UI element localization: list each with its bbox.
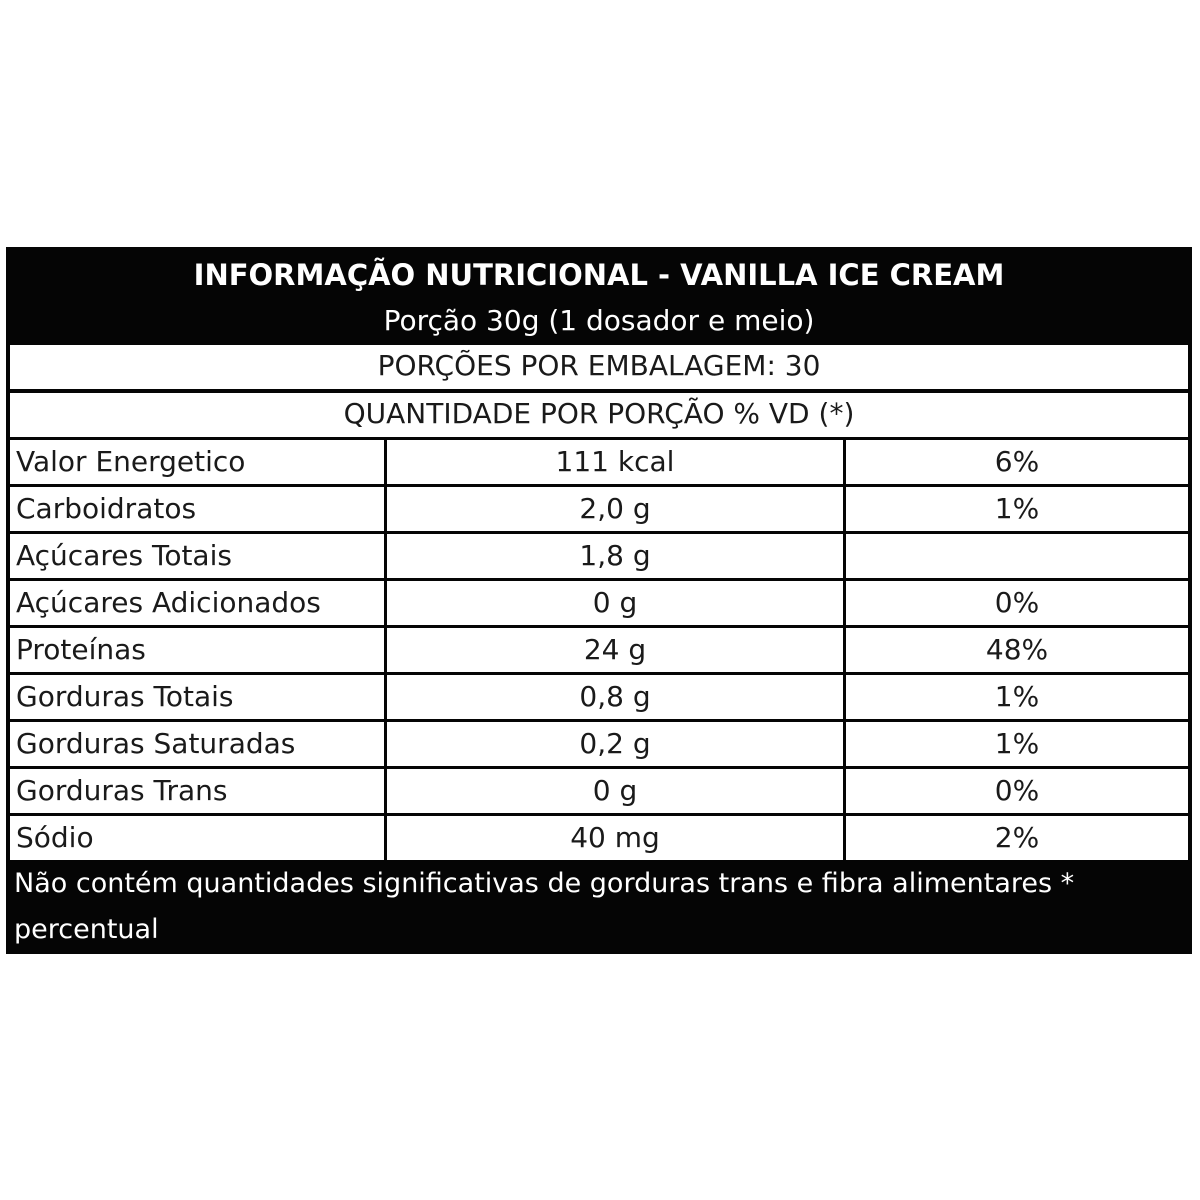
label-header <box>6 247 1192 343</box>
nutrient-daily-value: 6% <box>846 440 1188 484</box>
nutrient-amount: 2,0 g <box>387 487 843 531</box>
footnote-line: Não contém quantidades significativas de gorduras trans e fibra alimentares * percentual <box>14 868 1075 945</box>
nutrient-name: Carboidratos <box>10 487 384 531</box>
nutrient-amount: 0 g <box>387 769 843 813</box>
servings-per-package: PORÇÕES POR EMBALAGEM: 30 <box>10 345 1188 389</box>
nutrient-name: Gorduras Saturadas <box>10 722 384 766</box>
nutrient-daily-value: 2% <box>846 816 1188 860</box>
nutrient-daily-value: 0% <box>846 581 1188 625</box>
footnote <box>6 861 1192 991</box>
table-row <box>10 581 1188 625</box>
nutrient-daily-value <box>846 534 1188 578</box>
table-row <box>10 628 1188 672</box>
table-row <box>10 440 1188 484</box>
nutrient-name: Proteínas <box>10 628 384 672</box>
nutrient-amount: 24 g <box>387 628 843 672</box>
nutrient-daily-value: 1% <box>846 722 1188 766</box>
table-row <box>10 534 1188 578</box>
nutrient-daily-value: 48% <box>846 628 1188 672</box>
nutrient-name: Gorduras Trans <box>10 769 384 813</box>
nutrition-facts-label <box>6 247 1192 991</box>
nutrient-name: Açúcares Adicionados <box>10 581 384 625</box>
nutrient-daily-value: 0% <box>846 769 1188 813</box>
label-title: INFORMAÇÃO NUTRICIONAL - VANILLA ICE CREAM <box>193 258 1005 292</box>
footnote-line: valores diarios fornecidos pela porção. <box>14 960 535 991</box>
column-header-row: QUANTIDADE POR PORÇÃO % VD (*) <box>10 393 1188 437</box>
serving-size: Porção 30g (1 dosador e meio) <box>383 304 815 337</box>
nutrient-name: Sódio <box>10 816 384 860</box>
nutrient-daily-value: 1% <box>846 487 1188 531</box>
table-row <box>10 769 1188 813</box>
nutrient-name: Açúcares Totais <box>10 534 384 578</box>
table-row <box>10 487 1188 531</box>
nutrient-name: Gorduras Totais <box>10 675 384 719</box>
table-row <box>10 816 1188 860</box>
nutrient-amount: 0,2 g <box>387 722 843 766</box>
nutrient-amount: 0 g <box>387 581 843 625</box>
nutrient-amount: 111 kcal <box>387 440 843 484</box>
nutrient-amount: 40 mg <box>387 816 843 860</box>
nutrient-name: Valor Energetico <box>10 440 384 484</box>
nutrient-amount: 0,8 g <box>387 675 843 719</box>
table-row <box>10 675 1188 719</box>
table-row <box>10 722 1188 766</box>
nutrient-daily-value: 1% <box>846 675 1188 719</box>
nutrient-amount: 1,8 g <box>387 534 843 578</box>
